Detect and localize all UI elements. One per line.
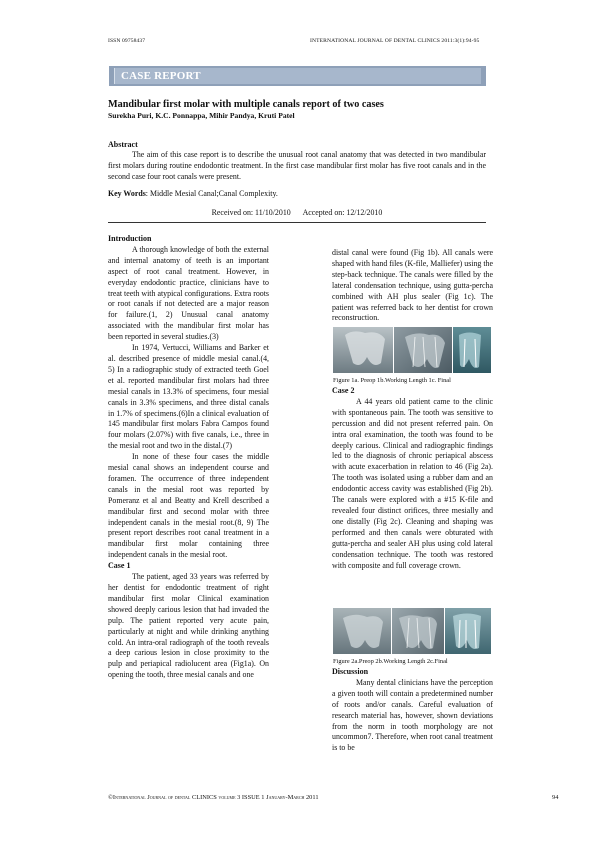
received-date: Received on: 11/10/2010: [211, 208, 291, 217]
case1-heading: Case 1: [108, 561, 131, 571]
right-column-top: [332, 248, 493, 324]
intro-paragraph-3: In none of these four cases the middle mesial canal shows an independent course and foramen. The occurrence of three independent canals in the mesial root was reported by Pomeranz et al and Beatty and Krell described a mandibular first and second molar with three independent canals in the mesial root.(8, 9) The present report describes root canal treatment in a mandibular first molar containing three independent canals in the mesial root.: [108, 452, 269, 560]
article-title: Mandibular first molar with multiple canals report of two cases: [108, 99, 384, 110]
banner-inner-panel: [114, 68, 481, 84]
dates-line: [108, 208, 486, 217]
discussion-heading: Discussion: [332, 667, 369, 676]
article-authors: Surekha Puri, K.C. Ponnappa, Mihir Pandya, Kruti Patel: [108, 111, 295, 120]
case-report-banner: [109, 66, 486, 86]
journal-reference: INTERNATIONAL JOURNAL OF DENTAL CLINICS 2011:3(1):94-95: [310, 38, 480, 44]
figure-1-image: [333, 327, 491, 373]
intro-paragraph-2: In 1974, Vertucci, Williams and Barker et al. described presence of middle mesial canal.(4, 5) In a radiographic study of extracted teeth Goel et al. reported mandibular first molars had three mesial canals in 13.3% of specimens, four mesial canals in 3.3% specimens, and three distal canals in 1.7% of specimens.(6)In a clinical evaluation of 145 mandibular first molars Fabra Campos found four molars (2.07%) with five canals, i.e., three in the mesial root and two in the distal.(7): [108, 343, 269, 451]
figure-1-caption: Figure 1a. Preop 1b.Working Length 1c. Final: [333, 377, 451, 384]
intro-paragraph-1: A thorough knowledge of both the external and internal anatomy of teeth is an important aspect of root canal treatment. However, in everyday endodontic practice, clinicians have to treat teeth with atypical configurations. Extra roots or root canals if not detected are a major reason for failure.(1, 2) Unusual canal anatomy associated with the mandibular first molar has been reported in several studies.(3): [108, 244, 269, 342]
figure-2-radiographs: [333, 608, 491, 654]
banner-label: CASE REPORT: [121, 70, 201, 82]
accepted-date: Accepted on: 12/12/2010: [302, 208, 383, 217]
case1-continued: distal canal were found (Fig 1b). All canals were shaped with hand files (K-file, Malliefer) using the step-back technique. The canals were filled by the lateral condensation technique, using gutta-percha combined with AH plus sealer (Fig 1c). The patient was referred back to her dentist for crown reconstruction.: [332, 248, 493, 323]
right-column-middle: [332, 386, 493, 571]
case1-paragraph: The patient, aged 33 years was referred by her dentist for endodontic treatment of right mandibular first molar Clinical examination showed deeply carious lesion that had invaded the pulp. The patient reported very acute pain, particularly at night and while drinking anything cold. An intra-oral radiograph of the tooth reveals a deep carious lesion in close proximity to the pulp and periapical radiolucent area (Fig1a). On opening the tooth, three mesial canals and one: [108, 572, 269, 680]
keywords: [108, 189, 278, 198]
discussion-paragraph: Many dental clinicians have the perception a given tooth will contain a predetermined number of roots and/or canals. Careful evaluation of research material has, however, shown deviations from the norm in tooth morphology are not uncommon7. Therefore, when root canal treatment is to be: [332, 677, 493, 753]
case2-paragraph: A 44 years old patient came to the clinic with spontaneous pain. The tooth was sensitive to percussion and did not present referred pain. On intra oral examination, the tooth was found to be deeply carious. Clinical and radiographic findings led to the diagnosis of chronic periapical abscess with acute exacerbation in relation to 46 (Fig 2a). The tooth was isolated using a rubber dam and an endodontic access cavity was established (Fig 2b). The canals were explored with a #15 K-file and revealed four distinct orifices, three mesially and one distally (Fig 2c). Cleaning and shaping was performed and then canals were obturated with gutta-percha and sealer AH plus using cold lateral condensation technique. The tooth was restored with composite and full coverage crown.: [332, 396, 493, 570]
issn: ISSN 09758437: [108, 38, 146, 44]
right-column-bottom: [332, 667, 493, 754]
case2-heading: Case 2: [332, 386, 355, 395]
page-number: 94: [552, 794, 559, 801]
abstract-heading: Abstract: [108, 140, 138, 149]
figure-1-radiographs: [333, 327, 491, 373]
keywords-text: : Middle Mesial Canal;Canal Complexity.: [145, 189, 278, 198]
header-divider: [108, 222, 486, 223]
footer-copyright: ©International Journal of dental CLINICS volume 3 ISSUE 1 January-March 2011: [108, 794, 319, 801]
left-column: [108, 234, 269, 681]
figure-2-caption: Figure 2a.Preop 2b.Working Length 2c.Final: [333, 658, 448, 665]
introduction-heading: Introduction: [108, 234, 152, 243]
abstract-text: The aim of this case report is to describe the unusual root canal anatomy that was detected in two mandibular first molars during routine endodontic treatment. In the first case mandibular first molar has five root canals and in the second case four root canals were present.: [108, 150, 486, 181]
figure-2-image: [333, 608, 491, 654]
keywords-label: Key Words: [108, 189, 146, 198]
